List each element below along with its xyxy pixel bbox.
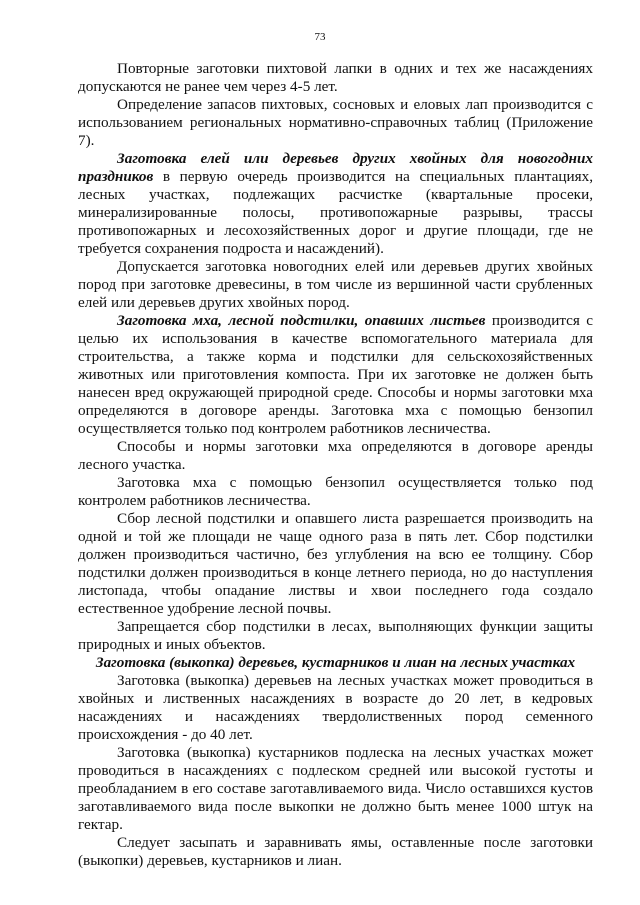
- paragraph-text: Заготовка (выкопка) кустарников подлеска на лесных участках может проводиться в насаждениях с подлеском средней или высокой густоты и преобладанием в его составе заготавливаемого вида. Число оставшихся кустов заготавливаемого вида после выкопки не должно быть менее 1000 штук на гектар.: [78, 744, 593, 833]
- paragraph-text: Способы и нормы заготовки мха определяются в договоре аренды лесного участка.: [78, 438, 593, 473]
- paragraph-moss-harvest: [78, 312, 593, 438]
- paragraph-moss-norms: [78, 438, 593, 474]
- page-body: [78, 60, 593, 870]
- page-number: 73: [314, 31, 326, 43]
- paragraph-text: Заготовка мха с помощью бензопил осуществляется только под контролем работников лесничества.: [78, 474, 593, 509]
- section-heading: Заготовка (выкопка) деревьев, кустарников и лиан на лесных участках: [95, 654, 576, 671]
- paragraph-litter-prohibition: [78, 618, 593, 654]
- paragraph-fill-pits: [78, 834, 593, 870]
- paragraph-text: в первую очередь производится на специальных плантациях, лесных участках, подлежащих расчистке (квартальные просеки, минерализированные полосы, противопожарные разрывы, трассы противопожарных и лесохозяйственных дорог и другие площади, где не требуется сохранения подроста и насаждений).: [78, 168, 593, 257]
- paragraph-reserves: [78, 96, 593, 150]
- paragraph-litter-collection: [78, 510, 593, 618]
- paragraph-text: Запрещается сбор подстилки в лесах, выполняющих функции защиты природных и иных объектов.: [78, 618, 593, 653]
- paragraph-text: Следует засыпать и заравнивать ямы, оставленные после заготовки (выкопки) деревьев, кустарников и лиан.: [78, 834, 593, 869]
- paragraph-lead: Заготовка мха, лесной подстилки, опавших листьев: [117, 312, 486, 329]
- paragraph-text: Сбор лесной подстилки и опавшего листа разрешается производить на одной и той же площади не чаще одного раза в пять лет. Сбор подстилки должен производиться частично, без углубления на всю ее толщину. Сбор подстилки должен производиться в конце летнего периода, но до наступления листопада, чтобы опадание листвы и хвои последнего года создало естественное удобрение лесной почвы.: [78, 510, 593, 617]
- paragraph-tree-digging: [78, 672, 593, 744]
- paragraph-text: Заготовка (выкопка) деревьев на лесных участках может проводиться в хвойных и лиственных насаждениях в возрасте до 20 лет, в кедровых насаждениях и насаждениях твердолиственных пород семенного происхождения - до 40 лет.: [78, 672, 593, 743]
- paragraph-text: Допускается заготовка новогодних елей или деревьев других хвойных пород при заготовке древесины, в том числе из вершинной части срубленных елей или деревьев других хвойных пород.: [78, 258, 593, 311]
- paragraph-new-year-trees: [78, 150, 593, 258]
- paragraph-allowed-harvest: [78, 258, 593, 312]
- paragraph-moss-control: [78, 474, 593, 510]
- paragraph-text: Определение запасов пихтовых, сосновых и еловых лап производится с использованием региональных нормативно-справочных таблиц (Приложение 7).: [78, 96, 593, 149]
- paragraph-shrub-digging: [78, 744, 593, 834]
- paragraph-lead: Заготовка елей или деревьев других хвойных для новогодних праздников: [78, 150, 593, 185]
- paragraph-text: Повторные заготовки пихтовой лапки в одних и тех же насаждениях допускаются не ранее чем через 4-5 лет.: [78, 60, 593, 95]
- paragraph-fir-repeat: [78, 60, 593, 96]
- paragraph-text: производится с целью их использования в качестве вспомогательного материала для строительства, а также корма и подстилки для сельскохозяйственных животных или приготовления компоста. При их заготовке не должен быть нанесен вред окружающей природной среде. Способы и нормы заготовки мха определяются в договоре аренды. Заготовка мха с помощью бензопил осуществляется только под контролем работников лесничества.: [78, 312, 594, 437]
